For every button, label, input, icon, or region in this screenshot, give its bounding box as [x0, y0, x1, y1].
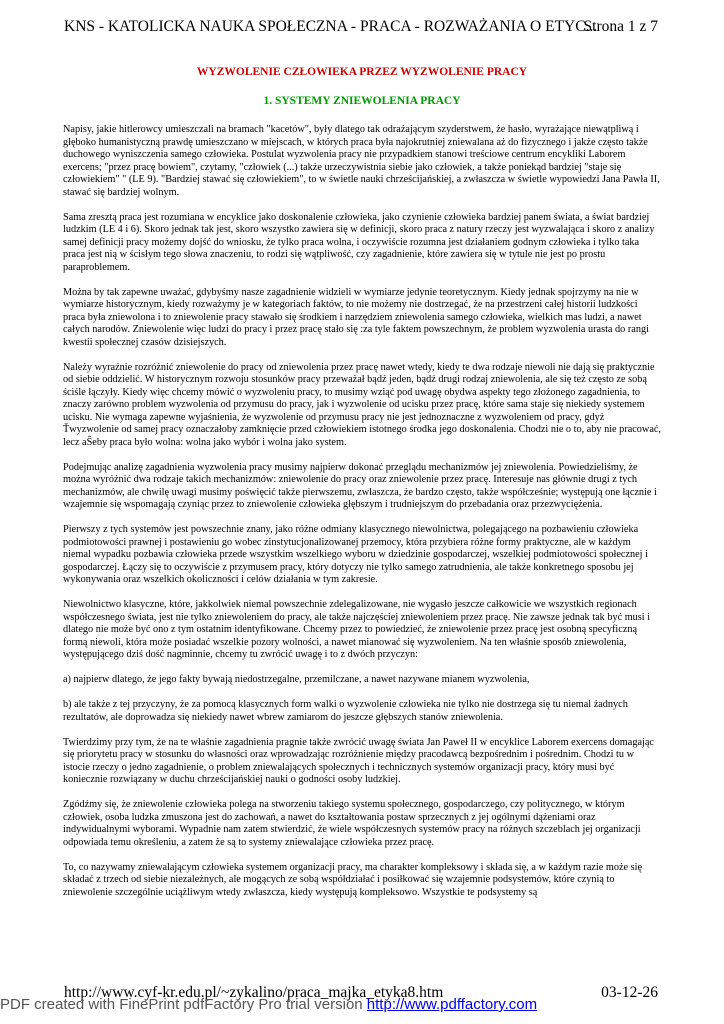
- page-number: Strona 1 z 7: [583, 18, 658, 35]
- paragraph: Sama zresztą praca jest rozumiana w encyklice jako doskonalenie człowieka, jako czynienie człowieka bardziej panem świata, a świat bardziej ludzkim (LE 4 i 6). Skoro jednak tak jest, skoro wszystko zawiera się w definicji, skoro praca z natury rzeczy jest wyzwalająca i skoro z analizy samej definicji pracy możemy dojść do wniosku, że tylko praca wolna, i oczywiście rozumna jest działaniem godnym człowieka i tylko taka praca jest nią w ścisłym tego słowa znaczeniu, to rodzi się wątpliwość, czy zagadnienie, które zawiera się w tytule nie jest po prostu paraproblemem.: [63, 211, 655, 273]
- paragraph: Podejmując analizę zagadnienia wyzwolenia pracy musimy najpierw dokonać przeglądu mechanizmów jej zniewolenia. Powiedzieliśmy, że można wyróżnić dwa rodzaje takich mechanizmów: zniewolenie do pracy oraz zniewolenie przez pracę. Interesuje nas głównie drugi z tych mechanizmów, ale chwilę uwagi musimy poświęcić także pierwszemu, zwłaszcza, że bardzo często, także współcześnie; występują one łącznie i wzajemnie się wspomagają czyniąc przez to zniewolenie człowieka głębszym i trudniejszym do przebadania oraz przezwyciężenia.: [63, 461, 657, 510]
- paragraph: a) najpierw dlatego, że jego fakty bywają niedostrzegalne, przemilczane, a nawet nazywane mianem wyzwolenia,: [63, 674, 530, 685]
- paragraph: Napisy, jakie hitlerowcy umieszczali na bramach "kacetów", były dlatego tak odrażającym szyderstwem, że hasło, wyrażające niewątpliwą i głęboko humanistyczną prawdę umieszczano w miejscach, w których praca była najokrutniej zniewalana aż do fizycznego i jakże często także duchowego wyniszczenia samego człowieka. Postulat wyzwolenia pracy nie przypadkiem stanowi treściowe centrum encykliki Laborem exercens; "przez pracę bowiem", czytamy, "człowiek (...) także urzeczywistnia siebie jako człowiek, a także poniekąd bardziej "staje się człowiekiem" " (LE 9). "Bardziej stawać się człowiekiem", to w świetle nauki chrześcijańskiej, a zwłaszcza w świetle wypowiedzi Jana Pawła II, stawać się bardziej wolnym.: [63, 124, 660, 198]
- article-body: [63, 124, 661, 912]
- watermark-text: PDF created with FinePrint pdfFactory Pro trial version: [0, 996, 367, 1013]
- pdf-watermark: [0, 996, 724, 1013]
- paragraph: Twierdzimy przy tym, że na te właśnie zagadnienia pragnie także zwrócić uwagę świata Jan Paweł II w encyklice Laborem exercens domagając się priorytetu pracy w stosunku do własności oraz wprowadzając rozróżnienie między pracodawcą bezpośrednim i pośrednim. Chodzi tu w istocie rzeczy o jedno zagadnienie, o problem zniewalających społecznych i technicznych systemów organizacji pracy, który musi być koniecznie rozwiązany w duchu chrześcijańskiej nauki o godności osoby ludzkiej.: [63, 736, 654, 785]
- paragraph: Zgódźmy się, że zniewolenie człowieka polega na stworzeniu takiego systemu społecznego, gospodarczego, czy politycznego, w którym człowiek, osoba ludzka zmuszona jest do zachowań, a nawet do kształtowania postaw sprzecznych z jej ogólnymi dążeniami oraz indywidualnymi wyborami. Wypadnie nam zatem stwierdzić, że wiele współczesnych systemów pracy na różnych szczeblach jej organizacji odpowiada temu określeniu, a zatem że są to systemy zniewalające człowieka przez pracę.: [63, 799, 641, 848]
- paragraph: Niewolnictwo klasyczne, które, jakkolwiek niemal powszechnie zdelegalizowane, nie wygasło jeszcze całkowicie we wszystkich regionach współczesnego świata, jest nie tylko zniewoleniem do pracy, ale także najczęściej zniewoleniem przez pracę. Nie zawsze jednak tak być musi i dlatego nie może być ono z tym ostatnim identyfikowane. Chcemy przez to powiedzieć, że zniewolenie przez pracę jest osobną specyficzną formą niewoli, która może posiadać wszelkie pozory wolności, a nawet mianować się wyzwoleniem. Na ten właśnie sposób zniewolenia, występującego dziś dość nagminnie, chcemy tu zwrócić uwagę i to z dwóch przyczyn:: [63, 599, 651, 660]
- document-header-title: KNS - KATOLICKA NAUKA SPOŁECZNA - PRACA - ROZWAŻANIA O ETYC...: [64, 18, 598, 35]
- paragraph: Należy wyraźnie rozróżnić zniewolenie do pracy od zniewolenia przez pracę nawet wtedy, kiedy te dwa rodzaje niewoli nie dają się praktycznie od siebie oddzielić. W historycznym rozwoju stosunków pracy przeważał bądź jeden, bądź drugi rodzaj zniewolenia, ale się też często ze sobą ściśle łączyły. Kiedy więc chcemy mówić o wyzwoleniu pracy, to musimy wziąć pod uwagę obydwa aspekty tego złożonego zagadnienia, to znaczy zarówno problem wyzwolenia od przymusu do pracy, jak i wyzwolenie od ucisku przez pracę, które sama staje się niekiedy systemem ucisku. Nie wymaga zapewne wyjaśnienia, że wyzwolenie od przymusu pracy nie jest jednoznaczne z wyzwoleniem od pracy, gdyż Ťwyzwolenie od samej pracy oznaczałoby zamknięcie przed człowiekiem istotnego środka jego doskonalenia. Chodzi nie o to, aby nie pracować, lecz aŜeby praca było wolna: wolna jako wybór i wolna jako system.: [63, 361, 661, 448]
- paragraph: To, co nazywamy zniewalającym człowieka systemem organizacji pracy, ma charakter kompleksowy i składa się, a w każdym razie może się składać z trzech od siebie niezależnych, ale mogących ze sobą współdziałać i posiłkować się wzajemnie podsystemów, które czynią to zniewolenie szczególnie uciążliwym wtedy zwłaszcza, kiedy występują kompleksowo. Wszystkie te podsystemy są: [63, 861, 643, 898]
- document-title: WYZWOLENIE CZŁOWIEKA PRZEZ WYZWOLENIE PRACY: [196, 66, 528, 78]
- paragraph: Można by tak zapewne uważać, gdybyśmy nasze zagadnienie widzieli w wymiarze jedynie teoretycznym. Kiedy jednak spojrzymy na nie w wymiarze historycznym, kiedy rozważymy je w kategoriach faktów, to nie możemy nie dostrzegać, że na przestrzeni całej historii ludzkości praca była zniewolona i to zniewolenie pracy stawało się środkiem i narzędziem zniewolenia samego człowieka, wielkich mas ludzi, a nawet całych narodów. Zniewolenie więc ludzi do pracy i przez pracę stało się :za tyle faktem powszechnym, że problem wyzwolenia urasta do rangi kwestii społecznej czasów dzisiejszych.: [63, 286, 649, 348]
- pdffactory-link[interactable]: http://www.pdffactory.com: [366, 996, 538, 1013]
- section-title: 1. SYSTEMY ZNIEWOLENIA PRACY: [263, 95, 461, 107]
- source-url[interactable]: http://www.cyf-kr.edu.pl/~zykalino/praca_majka_etyka8.htm: [64, 984, 444, 1001]
- paragraph: b) ale także z tej przyczyny, że za pomocą klasycznych form walki o wyzwolenie człowieka nie tylko nie dostrzega się tu niemal żadnych rezultatów, ale doprowadza się niekiedy nawet wbrew zamiarom do jeszcze głębszych stanów zniewolenia.: [63, 699, 628, 723]
- paragraph: Pierwszy z tych systemów jest powszechnie znany, jako różne odmiany klasycznego niewolnictwa, polegającego na pozbawieniu człowieka podmiotowości prawnej i postawieniu go wobec zinstytucjonalizowanej przemocy, która przybiera różne formy praktyczne, ale w każdym niemal wypadku pozbawia człowieka przede wszystkim wszelkiego wyboru w dziedzinie gospodarczej, wszelkiej podmiotowości społecznej i gospodarczej. Łączy się to oczywiście z przymusem pracy, który dotyczy nie tylko samego zatrudnienia, ale także konkretnego sposobu jej wykonywania oraz wszelkich okoliczności i celów działania w tym zakresie.: [63, 524, 648, 585]
- print-date: 03-12-26: [601, 984, 658, 1001]
